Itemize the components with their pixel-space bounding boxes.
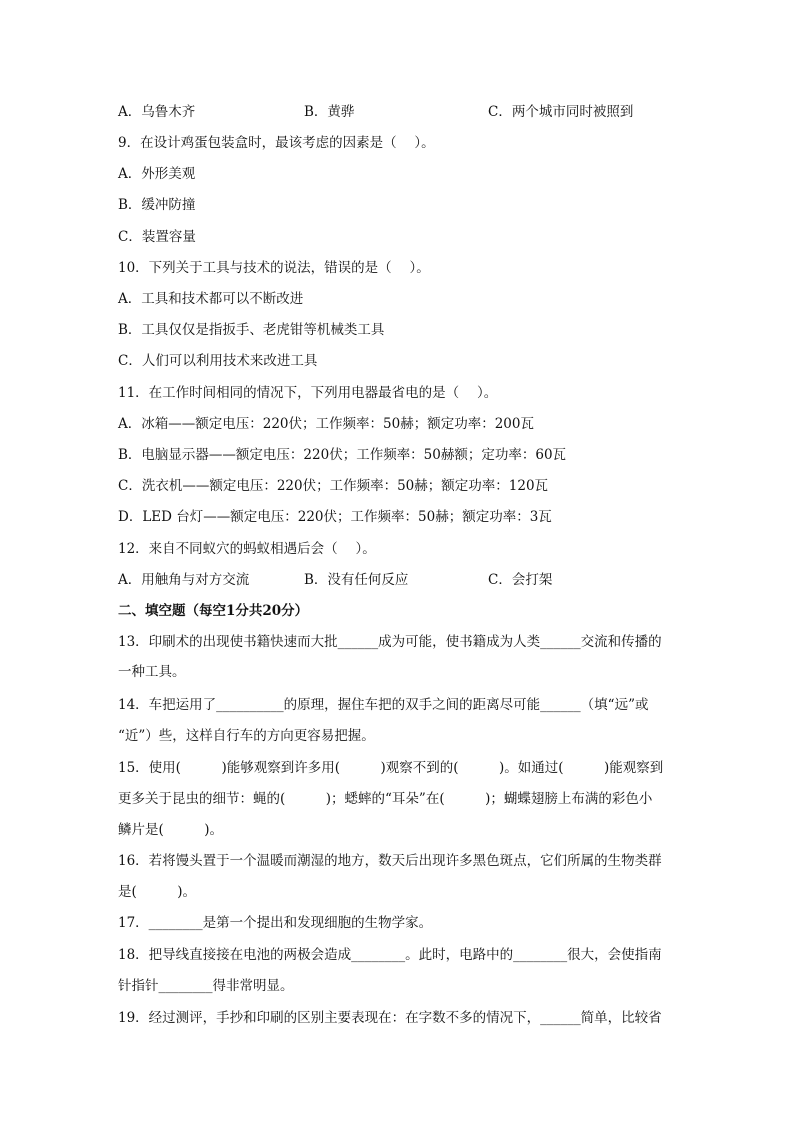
q10-option-c: C．人们可以利用技术来改进工具 — [118, 353, 318, 369]
q8-option-a: A．乌鲁木齐 — [118, 104, 196, 120]
q13-line1: 13．印刷术的出现使书籍快速而大批______成为可能，使书籍成为人类______交流和传播的 — [118, 634, 662, 650]
q8-option-b: B．黄骅 — [304, 104, 355, 120]
q11-stem: 11．在工作时间相同的情况下，下列用电器最省电的是（ ）。 — [118, 385, 498, 401]
q12-options — [118, 570, 678, 590]
q18-line1: 18．把导线直接接在电池的两极会造成________。此时，电路中的________很大，会使指南 — [118, 947, 662, 963]
q11-option-a: A．冰箱——额定电压：220伏；工作频率：50赫；额定功率：200瓦 — [118, 416, 534, 432]
q13-line2: 一种工具。 — [118, 664, 186, 680]
q11-option-c: C．洗衣机——额定电压：220伏；工作频率：50赫；额定功率：120瓦 — [118, 478, 549, 494]
q14-line2: “近”）些，这样自行车的方向更容易把握。 — [118, 728, 375, 744]
q15-line2: 更多关于昆虫的细节：蝇的( )；蟋蟀的“耳朵”在( )；蝴蝶翅膀上布满的彩色小 — [118, 791, 653, 807]
q12-option-b: B．没有任何反应 — [304, 572, 409, 588]
q12-option-a: A．用触角与对方交流 — [118, 572, 250, 588]
q16-line1: 16．若将馒头置于一个温暖而潮湿的地方，数天后出现许多黑色斑点，它们所属的生物类群 — [118, 853, 662, 869]
q14-line1: 14．车把运用了__________的原理，握住车把的双手之间的距离尽可能______（填“远”或 — [118, 697, 649, 713]
q9-option-a: A．外形美观 — [118, 166, 196, 182]
q10-option-b: B．工具仅仅是指扳手、老虎钳等机械类工具 — [118, 322, 385, 338]
q11-option-b: B．电脑显示器——额定电压：220伏；工作频率：50赫额；定功率：60瓦 — [118, 447, 567, 463]
q9-stem: 9．在设计鸡蛋包装盒时，最该考虑的因素是（ ）。 — [118, 135, 435, 151]
q18-line2: 针指针________得非常明显。 — [118, 978, 294, 994]
q17-line1: 17．________是第一个提出和发现细胞的生物学家。 — [118, 915, 433, 931]
q10-stem: 10．下列关于工具与技术的说法，错误的是（ ）。 — [118, 260, 430, 276]
q15-line3: 鳞片是( )。 — [118, 822, 224, 838]
q10-option-a: A．工具和技术都可以不断改进 — [118, 291, 304, 307]
q12-option-c: C．会打架 — [488, 572, 553, 588]
q11-option-d: D．LED 台灯——额定电压：220伏；工作频率：50赫；额定功率：3瓦 — [118, 509, 552, 525]
q9-option-b: B．缓冲防撞 — [118, 197, 196, 213]
q8-options — [118, 102, 678, 122]
q15-line1: 15．使用( )能够观察到许多用( )观察不到的( )。如通过( )能观察到 — [118, 760, 664, 776]
q19-line1: 19．经过测评，手抄和印刷的区别主要表现在：在字数不多的情况下，______简单，比较省 — [118, 1010, 662, 1026]
section-title-fill-in: 二、填空题（每空1分共20分） — [118, 603, 309, 619]
q8-option-c: C．两个城市同时被照到 — [488, 104, 634, 120]
q12-stem: 12．来自不同蚁穴的蚂蚁相遇后会（ ）。 — [118, 541, 376, 557]
q9-option-c: C．装置容量 — [118, 229, 196, 245]
q16-line2: 是( )。 — [118, 884, 197, 900]
